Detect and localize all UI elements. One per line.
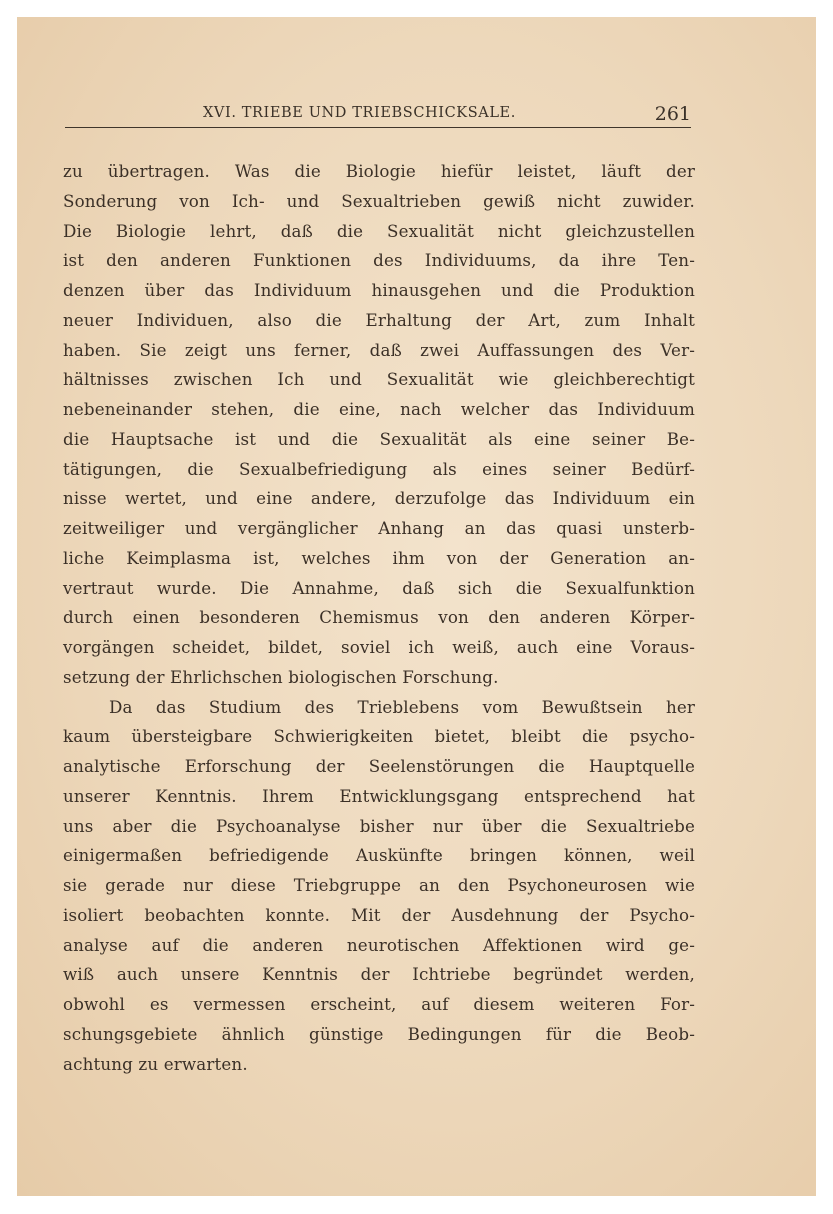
text-line: neuer Individuen, also die Erhaltung der Art, zum Inhalt: [63, 309, 695, 330]
chapter-title: XVI. TRIEBE UND TRIEBSCHICKSALE.: [203, 105, 516, 121]
text-line: unserer Kenntnis. Ihrem Entwicklungsgang entsprechend hat: [63, 785, 695, 806]
text-line: analytische Erforschung der Seelenstörungen die Hauptquelle: [63, 756, 695, 776]
text-line: tätigungen, die Sexualbefriedigung als eines seiner Bedürf-: [63, 458, 695, 479]
body-text: [63, 157, 695, 1079]
text-line: nebeneinander stehen, die eine, nach welcher das Individuum: [63, 399, 695, 419]
text-line: liche Keimplasma ist, welches ihm von der Generation an-: [63, 547, 695, 568]
page-number: 261: [654, 103, 691, 125]
text-line: kaum übersteigbare Schwierigkeiten bietet, bleibt die psycho-: [63, 726, 695, 747]
text-line: haben. Sie zeigt uns ferner, daß zwei Auffassungen des Ver-: [63, 339, 695, 360]
text-line: sie gerade nur diese Triebgruppe an den Psychoneurosen wie: [63, 875, 695, 895]
text-line: Da das Studium des Trieblebens vom Bewußtsein her: [109, 696, 695, 717]
text-line: uns aber die Psychoanalyse bisher nur über die Sexualtriebe: [63, 815, 695, 836]
text-line: wiß auch unsere Kenntnis der Ichtriebe begründet werden,: [63, 964, 695, 985]
book-page: [17, 17, 816, 1196]
header-rule: [65, 127, 691, 128]
text-line: schungsgebiete ähnlich günstige Bedingungen für die Beob-: [63, 1023, 695, 1044]
text-line: analyse auf die anderen neurotischen Affektionen wird ge-: [63, 934, 695, 955]
text-line: zu übertragen. Was die Biologie hiefür leistet, läuft der: [63, 161, 695, 181]
text-line: nisse wertet, und eine andere, derzufolge das Individuum ein: [63, 488, 695, 509]
text-line: obwohl es vermessen erscheint, auf diesem weiteren For-: [63, 994, 695, 1014]
text-line: durch einen besonderen Chemismus von den anderen Körper-: [63, 607, 695, 628]
text-line: ist den anderen Funktionen des Individuums, da ihre Ten-: [63, 250, 695, 271]
text-line: hältnisses zwischen Ich und Sexualität wie gleichberechtigt: [63, 369, 695, 390]
text-line: vorgängen scheidet, bildet, soviel ich weiß, auch eine Voraus-: [63, 637, 695, 657]
text-line: einigermaßen befriedigende Auskünfte bringen können, weil: [63, 845, 695, 866]
text-line: die Hauptsache ist und die Sexualität als eine seiner Be-: [63, 428, 695, 449]
text-line: setzung der Ehrlichschen biologischen Forschung.: [63, 666, 499, 687]
text-line: achtung zu erwarten.: [63, 1053, 248, 1074]
text-line: isoliert beobachten konnte. Mit der Ausdehnung der Psycho-: [63, 904, 695, 925]
text-line: denzen über das Individuum hinausgehen und die Produktion: [63, 280, 695, 300]
text-line: zeitweiliger und vergänglicher Anhang an das quasi unsterb-: [63, 518, 695, 538]
text-line: vertraut wurde. Die Annahme, daß sich die Sexualfunktion: [63, 577, 695, 598]
text-line: Sonderung von Ich- und Sexualtrieben gewiß nicht zuwider.: [63, 190, 695, 211]
running-header: [65, 103, 691, 129]
text-line: Die Biologie lehrt, daß die Sexualität nicht gleichzustellen: [63, 220, 695, 241]
